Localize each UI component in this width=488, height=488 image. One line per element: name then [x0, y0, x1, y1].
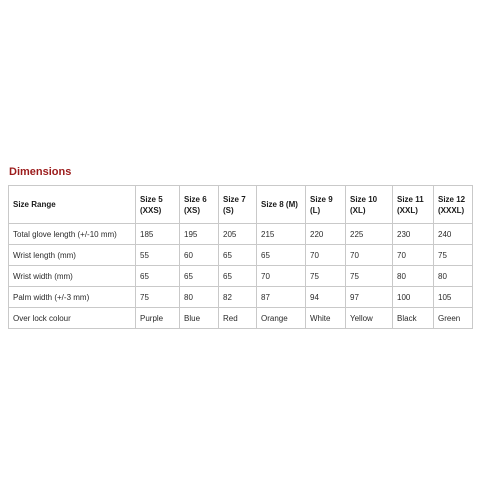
column-header-size: Size 12: [438, 194, 466, 204]
column-header-size: Size 7: [223, 194, 246, 204]
column-header-size: Size 10: [350, 194, 378, 204]
row-label: Wrist length (mm): [9, 245, 136, 266]
row-label: Palm width (+/-3 mm): [9, 287, 136, 308]
table-row: [9, 245, 473, 266]
table-cell: 240: [434, 224, 473, 245]
table-cell: 65: [219, 245, 257, 266]
table-row: [9, 266, 473, 287]
table-cell: 80: [180, 287, 219, 308]
section-title: Dimensions: [9, 166, 72, 178]
column-header: [219, 186, 257, 224]
table-cell: 87: [257, 287, 306, 308]
table-row: [9, 287, 473, 308]
table-cell: 220: [306, 224, 346, 245]
table-cell: Purple: [136, 308, 180, 329]
table-cell: Green: [434, 308, 473, 329]
table-cell: 100: [393, 287, 434, 308]
column-header-size: Size 5: [140, 194, 163, 204]
table-row: [9, 308, 473, 329]
table-cell: 75: [346, 266, 393, 287]
column-header: [393, 186, 434, 224]
table-cell: White: [306, 308, 346, 329]
table-cell: Black: [393, 308, 434, 329]
table-row: [9, 224, 473, 245]
column-header: [257, 186, 306, 224]
table-cell: Blue: [180, 308, 219, 329]
dimensions-table: [8, 185, 473, 329]
column-header-code: (XXS): [140, 205, 162, 215]
table-cell: 82: [219, 287, 257, 308]
column-header-size: Size 11: [397, 194, 424, 204]
table-cell: 70: [306, 245, 346, 266]
table-cell: Red: [219, 308, 257, 329]
table-cell: 185: [136, 224, 180, 245]
table-cell: 70: [393, 245, 434, 266]
table-cell: 65: [257, 245, 306, 266]
table-cell: 225: [346, 224, 393, 245]
column-header-size: Size 6: [184, 194, 207, 204]
table-cell: 195: [180, 224, 219, 245]
table-cell: 55: [136, 245, 180, 266]
column-header: [346, 186, 393, 224]
table-header-row: [9, 186, 473, 224]
table-cell: 70: [346, 245, 393, 266]
size-range-header: Size Range: [9, 186, 136, 224]
table-cell: 205: [219, 224, 257, 245]
table-cell: 105: [434, 287, 473, 308]
column-header-size: Size 8 (M): [261, 200, 298, 209]
table-cell: 80: [393, 266, 434, 287]
table-cell: 65: [180, 266, 219, 287]
table-cell: 80: [434, 266, 473, 287]
table-cell: 70: [257, 266, 306, 287]
column-header-code: (XL): [350, 205, 366, 215]
table-cell: 215: [257, 224, 306, 245]
table-cell: Orange: [257, 308, 306, 329]
table-cell: 65: [136, 266, 180, 287]
column-header-size: Size 9: [310, 194, 333, 204]
table-cell: 94: [306, 287, 346, 308]
table-cell: 230: [393, 224, 434, 245]
column-header-code: (L): [310, 205, 321, 215]
column-header: [434, 186, 473, 224]
column-header: [306, 186, 346, 224]
row-label: Total glove length (+/-10 mm): [9, 224, 136, 245]
column-header-code: (XXL): [397, 205, 418, 215]
table-cell: 75: [306, 266, 346, 287]
row-label: Over lock colour: [9, 308, 136, 329]
table-cell: 65: [219, 266, 257, 287]
column-header: [180, 186, 219, 224]
table-cell: 75: [434, 245, 473, 266]
column-header-code: (S): [223, 205, 234, 215]
column-header: [136, 186, 180, 224]
table-cell: Yellow: [346, 308, 393, 329]
table-cell: 75: [136, 287, 180, 308]
table-cell: 60: [180, 245, 219, 266]
row-label: Wrist width (mm): [9, 266, 136, 287]
table-cell: 97: [346, 287, 393, 308]
column-header-code: (XS): [184, 205, 200, 215]
column-header-code: (XXXL): [438, 205, 465, 215]
